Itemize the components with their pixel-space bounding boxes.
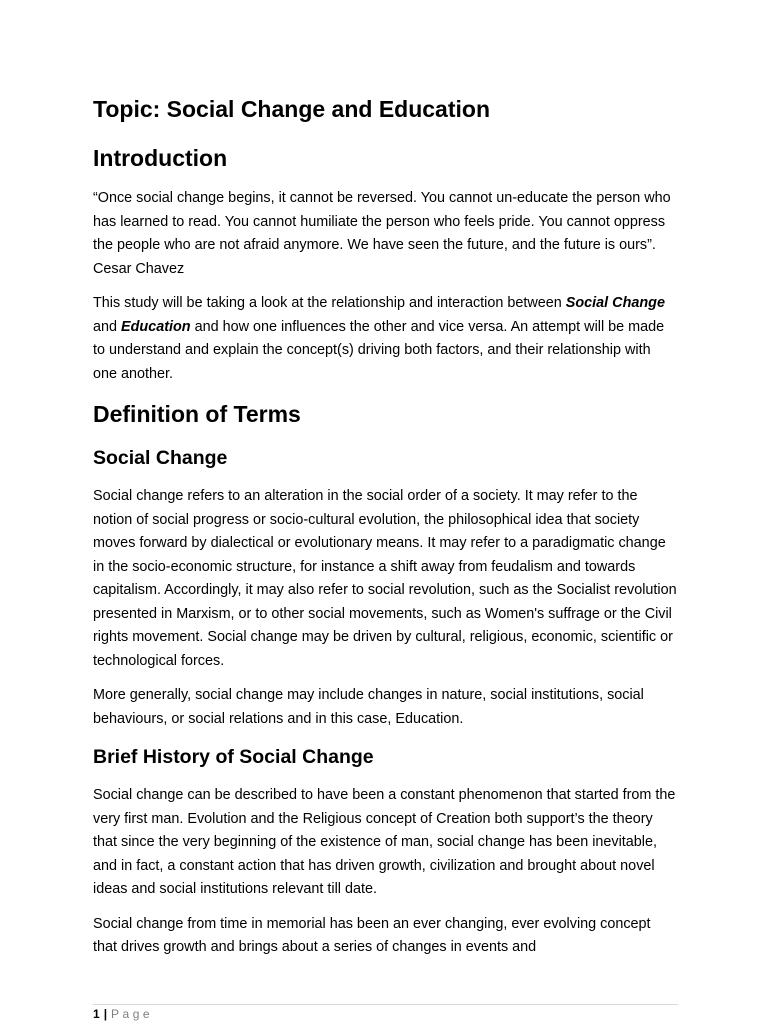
definition-of-terms-heading: Definition of Terms (93, 401, 301, 427)
study-term-education: Education (121, 318, 191, 335)
social-change-paragraph-1: Social change refers to an alteration in the social order of a society. It may refer to the notion of social progress or socio-cultural evolution, the philosophical idea that society moves forward by dialectical or evolutionary means. It may refer to a paradigmatic change in the socio-economic structure, for instance a shift away from feudalism and towards capitalism. Accordingly, it may also refer to social revolution, such as the Socialist revolution presented in Marxism, or to other social movements, such as Women's suffrage or the Civil rights movement. Social change may be driven by cultural, religious, economic, scientific or technological forces. (93, 488, 677, 669)
study-text-part3: and how one influences the other and vice versa. An attempt will be made to understand and explain the concept(s) driving both factors, and their relationship with one another. (93, 318, 665, 382)
footer-separator: | (103, 1007, 108, 1021)
intro-quote-paragraph: “Once social change begins, it cannot be reversed. You cannot un-educate the person who has learned to read. You cannot humiliate the person who feels pride. You cannot oppress the people who are not afraid anymore. We have seen the future, and the future is ours”. Cesar Chavez (93, 190, 671, 277)
study-text-part1: This study will be taking a look at the relationship and interaction between (93, 295, 566, 311)
document-body (93, 92, 678, 971)
intro-study-paragraph (93, 292, 678, 386)
study-term-social-change: Social Change (565, 295, 665, 311)
brief-history-paragraph-1: Social change can be described to have been a constant phenomenon that started from the very first man. Evolution and the Religious concept of Creation both support’s the theory that since the very beginning of the existence of man, social change has been inevitable, and in fact, a constant action that has driven growth, civilization and brought about novel ideas and social institutions relevant till date. (93, 787, 676, 897)
footer-divider (93, 1004, 678, 1005)
social-change-paragraph-2: More generally, social change may include changes in nature, social institutions, social behaviours, or social relations and in this case, Education. (93, 687, 644, 727)
page-number: 1 (93, 1007, 100, 1021)
brief-history-paragraph-2: Social change from time in memorial has been an ever changing, ever evolving concept that drives growth and brings about a series of changes in events and (93, 915, 651, 955)
page-label: Page (111, 1007, 154, 1021)
social-change-heading: Social Change (93, 447, 228, 469)
page-footer (93, 1006, 153, 1022)
introduction-heading: Introduction (93, 145, 228, 171)
topic-title: Topic: Social Change and Education (93, 96, 490, 122)
study-text-part2: and (93, 318, 122, 335)
brief-history-heading: Brief History of Social Change (93, 746, 374, 768)
